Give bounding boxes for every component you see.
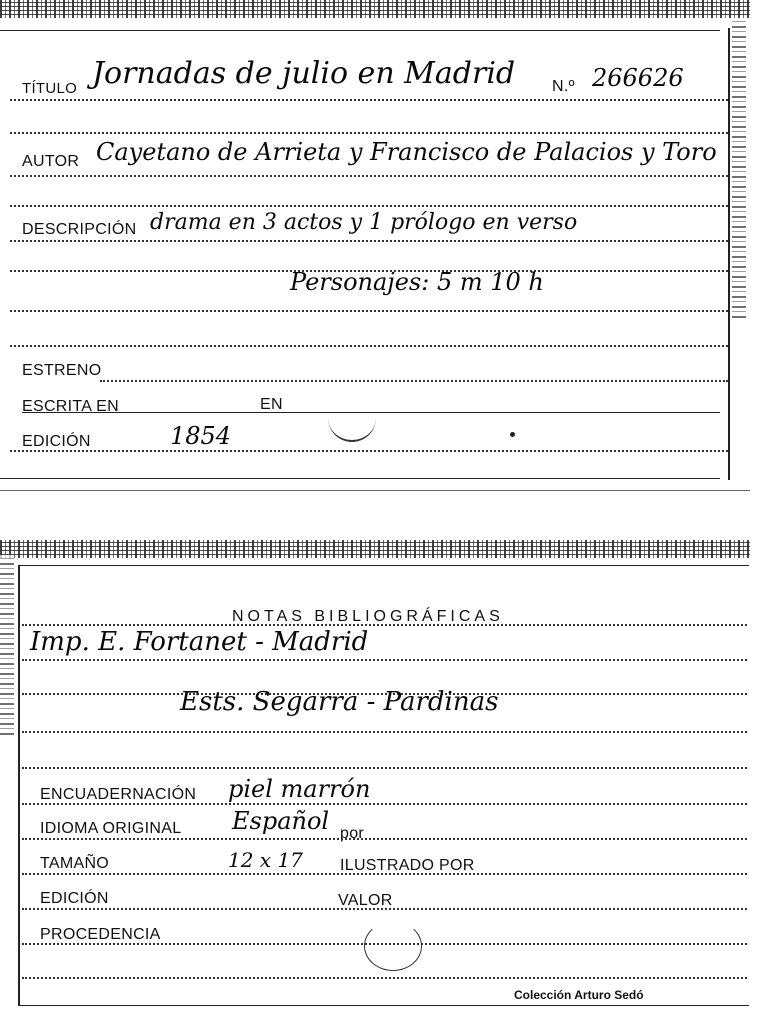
scan-noise-left [0,555,14,735]
idioma-value: Español [232,807,330,835]
notas-heading: NOTAS BIBLIOGRÁFICAS [232,608,504,625]
card-border-right [728,28,730,480]
catalog-card-bottom [0,535,759,1028]
estreno-label: ESTRENO [22,362,102,379]
numero-label: N.º [552,78,575,95]
descripcion-value: drama en 3 actos y 1 prólogo en verso [150,210,578,235]
ilustrado-label: ILUSTRADO POR [340,857,475,874]
idioma-label: IDIOMA ORIGINAL [40,820,182,837]
note-imprenta: Imp. E. Fortanet - Madrid [30,627,369,657]
scan-noise-top [0,540,750,558]
encuadernacion-value: piel marrón [228,775,371,803]
personajes-value: Personajes: 5 m 10 h [290,268,544,296]
stamp-circle [364,921,422,971]
coleccion-label: Colección Arturo Sedó [514,988,644,1002]
catalog-card-top [0,0,750,495]
tamano-label: TAMAÑO [40,855,110,872]
procedencia-label: PROCEDENCIA [40,926,161,943]
tamano-value: 12 x 17 [228,848,303,872]
escrita-en-label: ESCRITA EN [22,398,119,415]
dot-mark [510,432,515,437]
autor-label: AUTOR [22,153,80,170]
scan-noise-top [0,0,750,18]
edicion-label: EDICIÓN [22,433,91,450]
por-label: por [340,825,365,842]
card-border-left [18,565,20,1005]
encuadernacion-label: ENCUADERNACIÓN [40,786,197,803]
valor-label: VALOR [338,892,393,909]
scan-noise-right [732,18,746,318]
autor-value: Cayetano de Arrieta y Francisco de Palacios y Toro [96,138,717,166]
titulo-label: TÍTULO [22,80,78,97]
note-establecimiento: Ests. Segarra - Pardinas [180,687,499,717]
pencil-mark [328,416,376,442]
en-label: EN [260,396,283,413]
numero-value: 266626 [592,64,684,92]
descripcion-label: DESCRIPCIÓN [22,221,137,238]
titulo-value: Jornadas de julio en Madrid [92,56,516,91]
edicion2-label: EDICIÓN [40,890,109,907]
edicion-value: 1854 [170,422,232,450]
